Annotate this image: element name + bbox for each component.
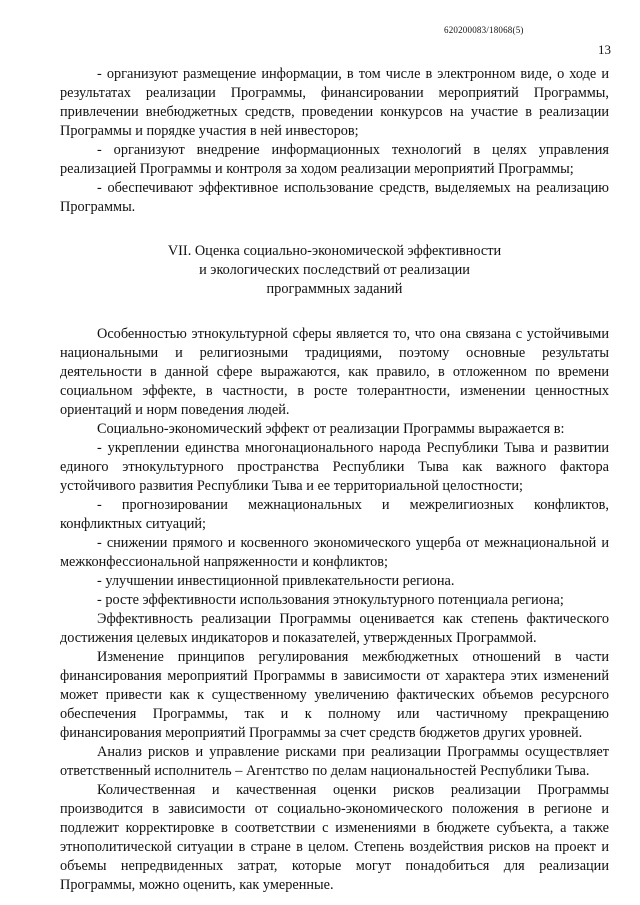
paragraph: Особенностью этнокультурной сферы является то, что она связана с устойчивыми национальными и религиозными традициями, поэтому основные результаты деятельности в данной сфере выражаются, как правило, в отложенном по времени социальном эффекте, в частности, в росте толерантности, изменении ценностных ориентаций и норм поведения людей.	[60, 326, 609, 418]
document-code: 620200083/18068(5)	[444, 25, 524, 35]
paragraph: Анализ рисков и управление рисками при реализации Программы осуществляет ответственный исполнитель – Агентство по делам национальностей Республики Тыва.	[60, 744, 609, 779]
paragraph: - улучшении инвестиционной привлекательности региона.	[97, 573, 455, 589]
paragraph: Количественная и качественная оценки рисков реализации Программы производится в зависимости от социально-экономического положения в регионе и подлежит корректировке в соответствии с изменениями в бюджете субъекта, а также этнополитической ситуации в стране в целом. Степень воздействия рисков на проект и объемы непредвиденных затрат, которые могут понадобиться для реализации Программы, можно оценить, как умеренные.	[60, 782, 609, 893]
paragraph: Изменение принципов регулирования межбюджетных отношений в части финансирования мероприятий Программы в зависимости от характера этих изменений может привести как к существенному увеличению фактических объемов ресурсного обеспечения Программы, так и к полному или частичному прекращению финансирования мероприятий Программы за счет средств бюджетов других уровней.	[60, 649, 609, 741]
section-heading-line: программных заданий	[266, 281, 403, 297]
section-heading-line: VII. Оценка социально-экономической эффективности	[167, 243, 502, 259]
section-heading-line: и экологических последствий от реализации	[199, 262, 470, 278]
paragraph: Эффективность реализации Программы оценивается как степень фактического достижения целевых индикаторов и показателей, утвержденных Программой.	[60, 611, 609, 646]
paragraph: - укреплении единства многонационального народа Республики Тыва и развитии единого этнокультурного пространства Республики Тыва как важного фактора устойчивого развития Республики Тыва и ее территориальной целостности;	[60, 440, 609, 494]
document-body	[60, 65, 609, 895]
paragraph: - росте эффективности использования этнокультурного потенциала региона;	[97, 592, 564, 608]
page-number: 13	[598, 42, 611, 57]
paragraph: - обеспечивают эффективное использование средств, выделяемых на реализацию Программы.	[60, 180, 609, 215]
paragraph: Социально-экономический эффект от реализации Программы выражается в:	[97, 421, 565, 437]
paragraph: - организуют внедрение информационных технологий в целях управления реализацией Программы и контроля за ходом реализации мероприятий Программы;	[60, 142, 609, 177]
paragraph: - прогнозировании межнациональных и межрелигиозных конфликтов, конфликтных ситуаций;	[60, 497, 609, 532]
paragraph: - снижении прямого и косвенного экономического ущерба от межнациональной и межконфессиональной напряженности и конфликтов;	[60, 535, 609, 570]
paragraph: - организуют размещение информации, в том числе в электронном виде, о ходе и результатах реализации Программы, финансировании мероприятий Программы, привлечении внебюджетных средств, проведении конкурсов на участие в реализации Программы и порядке участия в ней инвесторов;	[60, 66, 609, 139]
section-heading	[60, 242, 609, 299]
